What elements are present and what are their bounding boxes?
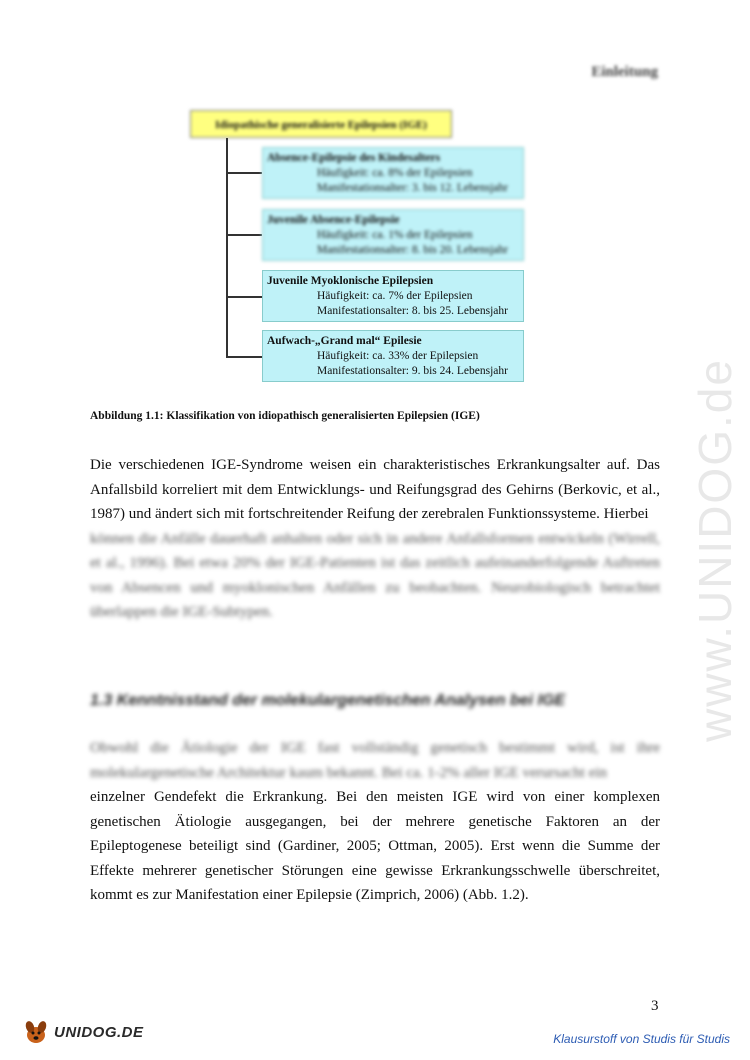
section-heading: 1.3 Kenntnisstand der molekulargenetischen Analysen bei IGE [90, 692, 566, 709]
diagram-box-onset: Manifestationsalter: 8. bis 25. Lebensjahr [317, 305, 508, 317]
dog-icon [22, 1018, 50, 1046]
figure-caption: Abbildung 1.1: Klassifikation von idiopathisch generalisierten Epilepsien (IGE) [90, 410, 480, 422]
running-head: Einleitung [591, 64, 658, 80]
diagram-box-frequency: Häufigkeit: ca. 8% der Epilepsien [317, 167, 473, 179]
page-number: 3 [651, 998, 659, 1014]
diagram-box-title: Absence-Epilepsie des Kindesalters [267, 152, 441, 164]
diagram-box-juvenile-absence [262, 209, 524, 261]
diagram-root-box: Idiopathische generalisierte Epilepsien (IGE) [190, 110, 452, 138]
diagram-box-onset: Manifestationsalter: 9. bis 24. Lebensjahr [317, 365, 508, 377]
diagram-branch-line [226, 172, 262, 174]
diagram-box-frequency: Häufigkeit: ca. 1% der Epilepsien [317, 229, 473, 241]
paragraph-text-blurred: Obwohl die Ätiologie der IGE fast vollständig genetisch bestimmt wird, ist ihre molekulargenetische Architektur kaum bekannt. Bei ca. 1-2% aller IGE verursacht ein [90, 740, 660, 781]
diagram-box-juvenile-myoclonic [262, 270, 524, 322]
watermark-text: www.UNIDOG.de [689, 358, 742, 742]
footer-slogan: Klausurstoff von Studis für Studis [553, 1032, 730, 1046]
diagram-box-absence-childhood [262, 147, 524, 199]
diagram-box-grand-mal [262, 330, 524, 382]
diagram-branch-line [226, 296, 262, 298]
logo-text: UNIDOG.DE [54, 1023, 144, 1041]
paragraph-molecular [90, 736, 660, 908]
diagram-branch-line [226, 356, 262, 358]
classification-diagram [0, 0, 750, 400]
diagram-box-frequency: Häufigkeit: ca. 33% der Epilepsien [317, 350, 479, 362]
diagram-box-title: Juvenile Absence-Epilepsie [267, 214, 400, 226]
unidog-logo [22, 1018, 144, 1046]
diagram-trunk-line [226, 138, 228, 357]
paragraph-text-blurred: können die Anfälle dauerhaft anhalten oder sich in andere Anfallsformen entwickeln (Wirrell, et al., 1996). Bei etwa 20% der IGE-Patienten ist das zeitlich aufeinanderfolgende Auftreten von Absencen und myoklonischen Anfällen zu beobachten. Neurobiologisch betrachtet überlappen die IGE-Subtypen. [90, 530, 660, 620]
diagram-branch-line [226, 234, 262, 236]
paragraph-text: Die verschiedenen IGE-Syndrome weisen ein charakteristisches Erkrankungsalter auf. Das Anfallsbild korreliert mit dem Entwicklungs- und Reifungsgrad des Gehirns (Berkovic, et al., 1987) und ändert sich mit fortschreitender Reifung der zerebralen Funktionssysteme. Hierbei [90, 457, 660, 522]
diagram-box-onset: Manifestationsalter: 8. bis 20. Lebensjahr [317, 244, 508, 256]
paragraph-text: einzelner Gendefekt die Erkrankung. Bei den meisten IGE wird von einer komplexen genetischen Ätiologie ausgegangen, bei der mehrere genetische Faktoren an der Epileptogenese beteiligt sind (Gardiner, 2005; Ottman, 2005). Erst wenn die Summe der Effekte mehrerer genetischer Störungen eine gewisse Erkrankungsschwelle überschreitet, kommt es zur Manifestation einer Epilepsie (Zimprich, 2006) (Abb. 1.2). [90, 789, 660, 903]
diagram-box-title: Juvenile Myoklonische Epilepsien [267, 275, 434, 287]
diagram-box-onset: Manifestationsalter: 3. bis 12. Lebensjahr [317, 182, 508, 194]
paragraph-syndromes [90, 453, 660, 625]
diagram-box-frequency: Häufigkeit: ca. 7% der Epilepsien [317, 290, 473, 302]
diagram-box-title: Aufwach-„Grand mal“ Epilesie [267, 335, 422, 347]
